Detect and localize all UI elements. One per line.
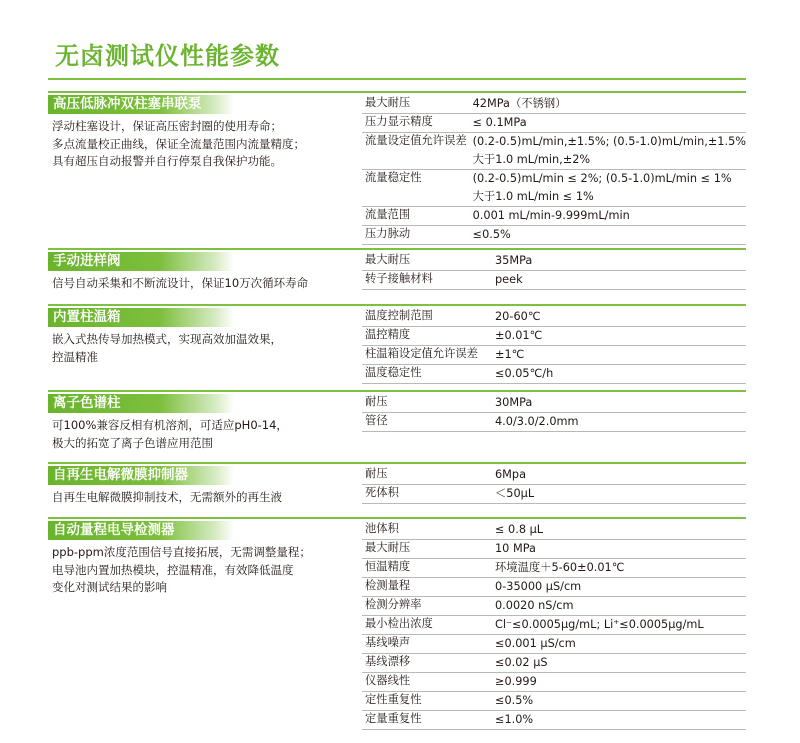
section-description <box>52 417 347 452</box>
spec-table <box>362 95 746 245</box>
spec-row <box>362 226 746 245</box>
spec-value: 4.0/3.0/2.0mm <box>492 413 746 432</box>
spec-value: 30MPa <box>492 394 746 413</box>
spec-value: ≤0.5% <box>492 692 746 711</box>
section-divider <box>48 304 746 306</box>
spec-key: 耐压 <box>362 466 492 485</box>
spec-row <box>362 711 746 730</box>
spec-value: 20-60℃ <box>492 308 746 327</box>
description-line: 具有超压自动报警并自行停泵自我保护功能。 <box>52 154 282 168</box>
spec-value: 0-35000 μS/cm <box>492 578 746 597</box>
spec-key: 最大耐压 <box>362 95 470 114</box>
spec-row <box>362 207 746 226</box>
section-divider <box>48 462 746 464</box>
spec-row <box>362 308 746 327</box>
description-line: 可100%兼容反相有机溶剂，可适应pH0-14， <box>52 418 288 432</box>
spec-key: 最小检出浓度 <box>362 616 492 635</box>
spec-row <box>362 654 746 673</box>
description-line: 极大的拓宽了离子色谱应用范围 <box>52 435 213 450</box>
spec-row <box>362 578 746 597</box>
spec-key: 转子接触材料 <box>362 271 492 290</box>
section-heading: 手动进样阀 <box>48 252 234 271</box>
spec-key: 压力脉动 <box>362 226 470 245</box>
spec-key: 检测量程 <box>362 578 492 597</box>
spec-value: (0.2-0.5)mL/min ≤ 2%; (0.5-1.0)mL/min ≤ 1% 大于1.0 mL/min ≤ 1% <box>470 170 746 207</box>
spec-value: ＜50μL <box>492 485 746 504</box>
section-description <box>52 331 347 366</box>
spec-value: 35MPa <box>492 252 746 271</box>
section-heading: 高压低脉冲双柱塞串联泵 <box>48 95 234 114</box>
spec-table <box>362 308 746 384</box>
description-line: 多点流量校正曲线，保证全流量范围内流量精度； <box>52 136 305 151</box>
spec-row <box>362 170 746 207</box>
description-line: 信号自动采集和不断流设计，保证10万次循环寿命 <box>52 276 309 290</box>
section-description <box>52 118 347 171</box>
spec-key: 管径 <box>362 413 492 432</box>
spec-row <box>362 413 746 432</box>
spec-key: 温度控制范围 <box>362 308 492 327</box>
spec-table <box>362 466 746 504</box>
description-line: 变化对测试结果的影响 <box>52 580 167 594</box>
spec-row <box>362 485 746 504</box>
section-divider <box>48 390 746 392</box>
spec-key: 定量重复性 <box>362 711 492 730</box>
spec-table <box>362 252 746 290</box>
spec-value: 0.001 mL/min-9.999mL/min <box>470 207 746 226</box>
spec-row <box>362 365 746 384</box>
spec-row <box>362 540 746 559</box>
spec-value: 环境温度＋5-60±0.01℃ <box>492 559 746 578</box>
spec-key: 柱温箱设定值允许误差 <box>362 346 492 365</box>
section-heading: 离子色谱柱 <box>48 394 234 413</box>
spec-value: 6Mpa <box>492 466 746 485</box>
spec-row <box>362 271 746 290</box>
section-divider <box>48 248 746 250</box>
spec-value: ≤0.001 μS/cm <box>492 635 746 654</box>
spec-value: (0.2-0.5)mL/min,±1.5%; (0.5-1.0)mL/min,±1.5% 大于1.0 mL/min,±2% <box>470 133 746 170</box>
section-divider <box>48 517 746 519</box>
spec-row <box>362 346 746 365</box>
spec-key: 温控精度 <box>362 327 492 346</box>
spec-row <box>362 692 746 711</box>
spec-key: 流量范围 <box>362 207 470 226</box>
spec-key: 恒温精度 <box>362 559 492 578</box>
title-divider <box>48 78 746 80</box>
spec-value: peek <box>492 271 746 290</box>
description-line: 浮动柱塞设计，保证高压密封圈的使用寿命； <box>52 119 282 133</box>
description-line: 控温精准 <box>52 349 98 364</box>
spec-value: 0.0020 nS/cm <box>492 597 746 616</box>
spec-table <box>362 394 746 432</box>
section-description <box>52 544 347 597</box>
spec-key: 压力显示精度 <box>362 114 470 133</box>
spec-row <box>362 597 746 616</box>
description-line: ppb-ppm浓度范围信号直接拓展，无需调整量程； <box>52 545 311 559</box>
spec-row <box>362 252 746 271</box>
spec-row <box>362 466 746 485</box>
page-title: 无卤测试仪性能参数 <box>55 42 280 70</box>
section-heading: 自再生电解微膜抑制器 <box>48 466 234 485</box>
description-line: 自再生电解微膜抑制技术，无需额外的再生液 <box>52 490 282 504</box>
spec-row <box>362 133 746 170</box>
description-line: 电导池内置加热模块，控温精准，有效降低温度 <box>52 562 294 577</box>
spec-key: 检测分辨率 <box>362 597 492 616</box>
spec-value: 42MPa（不锈钢） <box>470 95 746 114</box>
spec-value: ≤ 0.1MPa <box>470 114 746 133</box>
spec-key: 池体积 <box>362 521 492 540</box>
spec-row <box>362 521 746 540</box>
spec-key: 基线漂移 <box>362 654 492 673</box>
spec-key: 流量设定值允许误差 <box>362 133 470 170</box>
section-description <box>52 489 347 507</box>
spec-key: 定性重复性 <box>362 692 492 711</box>
spec-row <box>362 114 746 133</box>
spec-row <box>362 327 746 346</box>
spec-value: ≤0.5% <box>470 226 746 245</box>
spec-key: 温度稳定性 <box>362 365 492 384</box>
spec-key: 流量稳定性 <box>362 170 470 207</box>
spec-value: ≤0.02 μS <box>492 654 746 673</box>
spec-table <box>362 521 746 730</box>
spec-row <box>362 95 746 114</box>
section-heading: 内置柱温箱 <box>48 308 234 327</box>
spec-value: ≤0.05℃/h <box>492 365 746 384</box>
description-line: 嵌入式热传导加热模式，实现高效加温效果， <box>52 332 282 346</box>
spec-row <box>362 673 746 692</box>
spec-value: ±0.01℃ <box>492 327 746 346</box>
spec-key: 最大耐压 <box>362 540 492 559</box>
spec-value: Cl⁻≤0.0005μg/mL; Li⁺≤0.0005μg/mL <box>492 616 746 635</box>
spec-value: 10 MPa <box>492 540 746 559</box>
spec-key: 耐压 <box>362 394 492 413</box>
section-divider <box>48 91 746 93</box>
spec-row <box>362 394 746 413</box>
spec-key: 最大耐压 <box>362 252 492 271</box>
section-description <box>52 275 347 293</box>
spec-row <box>362 559 746 578</box>
spec-value: ±1℃ <box>492 346 746 365</box>
spec-row <box>362 635 746 654</box>
spec-value: ≤1.0% <box>492 711 746 730</box>
section-heading: 自动量程电导检测器 <box>48 521 234 540</box>
spec-row <box>362 616 746 635</box>
spec-value: ≤ 0.8 μL <box>492 521 746 540</box>
spec-key: 基线噪声 <box>362 635 492 654</box>
spec-value: ≥0.999 <box>492 673 746 692</box>
spec-key: 仪器线性 <box>362 673 492 692</box>
spec-key: 死体积 <box>362 485 492 504</box>
